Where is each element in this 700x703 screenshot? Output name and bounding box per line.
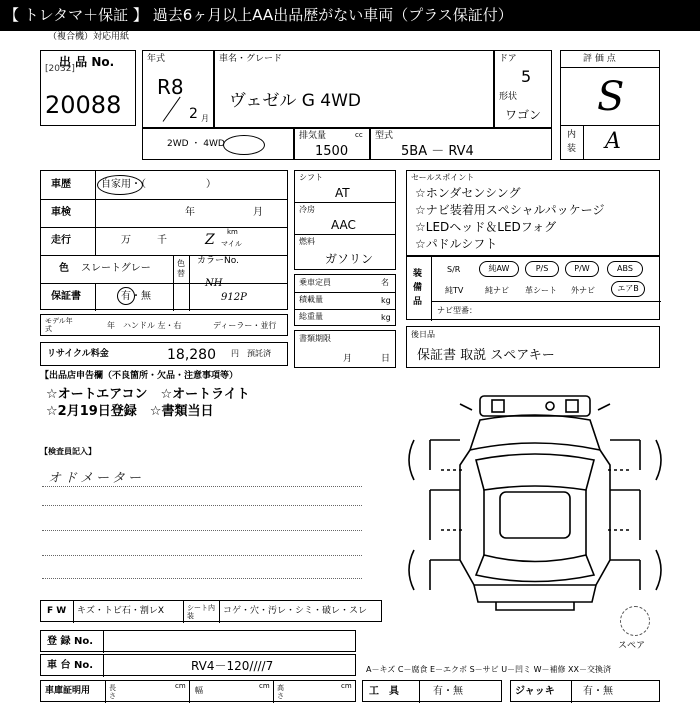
equip-abs: ABS bbox=[607, 261, 643, 277]
registration-label: 登 録 No. bbox=[47, 636, 94, 647]
gross-label: 総重量 bbox=[299, 312, 323, 321]
grade-label: 評 価 点 bbox=[583, 54, 616, 64]
dims-cm-2: cm bbox=[259, 682, 270, 690]
dims-width: 幅 bbox=[195, 686, 203, 695]
load-unit: kg bbox=[381, 296, 391, 305]
chassis-label: 車 台 No. bbox=[47, 660, 94, 671]
shape-value: ワゴン bbox=[505, 108, 542, 122]
door-label: ドア bbox=[499, 54, 517, 64]
sales-point-2: ☆ナビ装着用スペシャルパッケージ bbox=[415, 203, 605, 217]
lot-small: [2032] bbox=[45, 64, 75, 74]
expiry-month: 月 bbox=[343, 354, 353, 364]
month-value: 2 bbox=[189, 106, 198, 122]
dims-height: 高さ bbox=[277, 684, 284, 700]
seat-text: コゲ・穴・汚レ・シミ・破レ・スレ bbox=[223, 606, 368, 616]
warranty-label: 保証書 bbox=[51, 291, 81, 302]
damage-legend: A－キズ C－腐食 E－エクボ S－サビ U－凹ミ W－補修 XX－交換済 bbox=[366, 665, 612, 674]
recycle-box bbox=[40, 342, 288, 366]
door-value: 5 bbox=[521, 67, 532, 86]
interior-label-1: 内 bbox=[567, 130, 577, 140]
drive-4wd-circle bbox=[223, 135, 265, 155]
color-no-label: カラーNo. bbox=[197, 256, 239, 266]
month-unit: 月 bbox=[201, 114, 209, 123]
left-info-block bbox=[40, 170, 288, 310]
mileage-sen: 千 bbox=[157, 235, 167, 246]
year-value: R8 bbox=[157, 75, 184, 99]
garage-label: 車庫証明用 bbox=[45, 686, 91, 696]
notes-line-1: ☆オートエアコン ☆オートライト bbox=[46, 387, 250, 402]
fw-row bbox=[40, 600, 382, 622]
dealer-label: ディーラー・並行 bbox=[213, 321, 277, 330]
lot-label: 出 品 No. bbox=[59, 55, 115, 69]
shape-label: 形状 bbox=[499, 92, 518, 102]
color-no-line2: 912P bbox=[221, 292, 247, 303]
model-value: 5BA － RV4 bbox=[401, 144, 474, 159]
inspector-handwriting: オドメーター bbox=[48, 471, 144, 486]
equip-aw: 純AW bbox=[479, 261, 519, 277]
car-label: 車名・グレード bbox=[219, 54, 283, 64]
sales-point-3: ☆LEDヘッド＆LEDフォグ bbox=[415, 220, 557, 234]
ac-label: 冷房 bbox=[299, 205, 315, 214]
color-value: スレートグレー bbox=[81, 263, 151, 274]
equip-sr: S/R bbox=[447, 265, 461, 274]
grade-value: S bbox=[597, 74, 625, 120]
inspection-year: 年 bbox=[185, 207, 195, 218]
handle-label: ハンドル 左・右 bbox=[123, 321, 182, 330]
lot-number: 20088 bbox=[45, 91, 122, 119]
registration-row bbox=[40, 630, 356, 652]
inspection-month: 月 bbox=[253, 207, 263, 218]
tools-label: 工 具 bbox=[369, 686, 399, 697]
garage-row bbox=[40, 680, 356, 702]
model-label: 型式 bbox=[375, 131, 394, 141]
jack-row bbox=[510, 680, 660, 702]
later-label: 後日品 bbox=[411, 330, 435, 339]
interior-label-2: 装 bbox=[567, 144, 577, 154]
ac-value: AAC bbox=[331, 218, 356, 232]
shift-label: シフト bbox=[299, 173, 323, 182]
drive-box bbox=[142, 128, 294, 160]
chassis-value: RV4－120////7 bbox=[191, 659, 274, 673]
disp-label: 排気量 bbox=[299, 131, 327, 141]
notes-line-2: ☆2月19日登録 ☆書類当日 bbox=[46, 404, 214, 419]
warranty-circle bbox=[117, 287, 135, 305]
history-circle bbox=[97, 175, 143, 195]
door-box bbox=[494, 50, 552, 128]
disp-value: 1500 bbox=[315, 144, 349, 159]
fuel-label: 燃料 bbox=[299, 237, 315, 246]
car-name: ヴェゼル G 4WD bbox=[229, 91, 362, 111]
recycle-value: 18,280 bbox=[167, 347, 216, 363]
jack-value: 有・無 bbox=[583, 686, 613, 697]
drive-text: 2WD ・ 4WD bbox=[167, 139, 225, 149]
later-value: 保証書 取説 スペアキー bbox=[417, 348, 555, 363]
later-block bbox=[406, 326, 660, 368]
spare-label: スペア bbox=[618, 641, 646, 651]
color-label: 色 bbox=[59, 263, 69, 274]
year-label: 年式 bbox=[147, 54, 166, 64]
expiry-block bbox=[294, 330, 396, 368]
model-year-box bbox=[40, 314, 288, 336]
fuel-value: ガソリン bbox=[325, 252, 374, 266]
seat-label: シート内装 bbox=[187, 604, 215, 620]
capacity-label: 乗車定員 bbox=[299, 278, 331, 287]
recycle-unit: 円 bbox=[231, 349, 239, 358]
gross-unit: kg bbox=[381, 313, 391, 322]
middle-block bbox=[294, 170, 396, 270]
history-label: 車歴 bbox=[51, 179, 71, 190]
chassis-row bbox=[40, 654, 356, 676]
recycle-status: 預託済 bbox=[247, 349, 271, 358]
car-box bbox=[214, 50, 494, 128]
dims-length: 長さ bbox=[109, 684, 116, 700]
equip-pw: P/W bbox=[565, 261, 599, 277]
color-no-line1: NH bbox=[205, 278, 223, 289]
tools-row bbox=[362, 680, 502, 702]
year-box bbox=[142, 50, 214, 128]
inspection-label: 車検 bbox=[51, 207, 71, 218]
fw-text: キズ・トビ石・割レX bbox=[77, 606, 164, 616]
history-value: 自家用・（ ） bbox=[101, 179, 216, 190]
equip-airbag: エアB bbox=[611, 281, 645, 297]
spare-tire-icon bbox=[620, 606, 650, 636]
capacity-unit: 名 bbox=[381, 278, 389, 287]
year-divider bbox=[163, 97, 181, 122]
model-year-unit: 年 bbox=[107, 321, 115, 330]
shift-value: AT bbox=[335, 186, 350, 200]
jack-label: ジャッキ bbox=[515, 686, 555, 697]
capacity-block bbox=[294, 274, 396, 326]
equipment-block bbox=[406, 256, 660, 320]
displacement-box bbox=[294, 128, 370, 160]
car-diagram bbox=[400, 380, 670, 620]
equip-label: 装備品 bbox=[413, 269, 423, 307]
tools-value: 有・無 bbox=[433, 686, 463, 697]
equip-leather: 革シート bbox=[525, 286, 557, 295]
nav-label: ナビ型番： bbox=[437, 306, 477, 315]
form-subtitle: （複合機）対応用紙 bbox=[48, 32, 130, 42]
model-year-label: モデル年式 bbox=[45, 317, 73, 333]
sales-point-4: ☆パドルシフト bbox=[415, 237, 498, 251]
inspector-title: 【検査員記入】 bbox=[40, 447, 96, 456]
equip-ps: P/S bbox=[525, 261, 559, 277]
fw-label: F W bbox=[47, 606, 67, 616]
mileage-hand: Z bbox=[205, 232, 215, 248]
recycle-label: リサイクル料金 bbox=[47, 349, 109, 359]
model-box bbox=[370, 128, 552, 160]
mileage-man: 万 bbox=[121, 235, 131, 246]
color-change: 色替 bbox=[177, 259, 185, 278]
banner-title: 【 トレタマ＋保証 】 過去6ヶ月以上AA出品歴がない車両（プラス保証付） bbox=[0, 0, 700, 31]
mileage-label: 走行 bbox=[51, 235, 71, 246]
dims-cm-3: cm bbox=[341, 682, 352, 690]
equip-navi: 純ナビ bbox=[485, 286, 509, 295]
sales-label: セールスポイント bbox=[411, 173, 475, 182]
disp-unit: cc bbox=[355, 131, 363, 139]
load-label: 積載量 bbox=[299, 295, 323, 304]
dims-cm-1: cm bbox=[175, 682, 186, 690]
sales-block bbox=[406, 170, 660, 256]
sales-point-1: ☆ホンダセンシング bbox=[415, 186, 521, 200]
equip-ext-navi: 外ナビ bbox=[571, 286, 595, 295]
grade-box bbox=[560, 50, 660, 160]
mileage-unit-mile: マイル bbox=[221, 240, 242, 248]
interior-value: A bbox=[605, 129, 621, 154]
equip-tv: 純TV bbox=[445, 286, 464, 295]
warranty-value: 有・無 bbox=[121, 291, 151, 302]
expiry-day: 日 bbox=[381, 354, 391, 364]
lot-box bbox=[40, 50, 136, 126]
expiry-label: 書類期限 bbox=[299, 334, 331, 343]
mileage-unit-km: km bbox=[227, 228, 238, 236]
notes-title: 【出品店申告欄（不良箇所・欠品・注意事項等） bbox=[40, 371, 239, 381]
